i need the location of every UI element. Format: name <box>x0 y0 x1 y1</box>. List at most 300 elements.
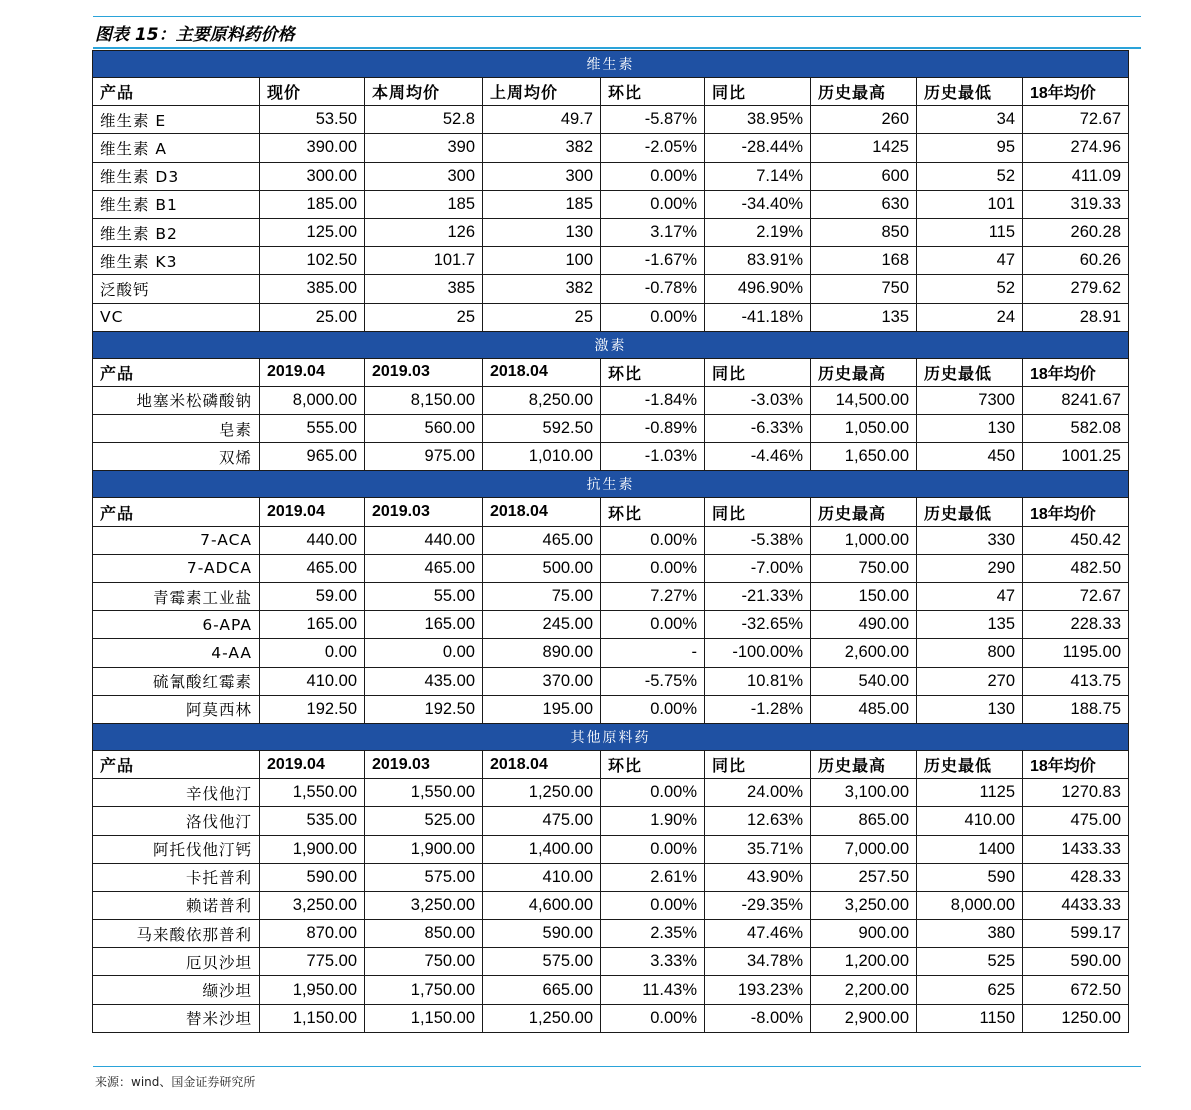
value-cell: 14,500.00 <box>811 386 917 414</box>
value-cell: 440.00 <box>365 526 483 554</box>
price-table <box>92 50 1129 1033</box>
section-header-row <box>93 471 1129 498</box>
value-cell: 625 <box>917 976 1023 1004</box>
value-cell: 775.00 <box>260 948 365 976</box>
column-header: 18年均价 <box>1023 358 1129 386</box>
value-cell: 440.00 <box>260 526 365 554</box>
column-header: 2019.04 <box>260 750 365 778</box>
value-cell: 465.00 <box>260 554 365 582</box>
table-row <box>93 779 1129 807</box>
product-name-cell: 马来酸依那普利 <box>93 920 260 948</box>
column-header: 历史最高 <box>811 358 917 386</box>
column-header: 2019.03 <box>365 358 483 386</box>
section-title: 其他原料药 <box>93 723 1129 750</box>
value-cell: 11.43% <box>601 976 705 1004</box>
column-header: 环比 <box>601 358 705 386</box>
value-cell: 260.28 <box>1023 218 1129 246</box>
table-row <box>93 1004 1129 1032</box>
value-cell: 8241.67 <box>1023 386 1129 414</box>
column-header: 18年均价 <box>1023 78 1129 106</box>
value-cell: 672.50 <box>1023 976 1129 1004</box>
product-name-cell: 厄贝沙坦 <box>93 948 260 976</box>
column-header: 历史最高 <box>811 750 917 778</box>
value-cell: 35.71% <box>705 835 811 863</box>
value-cell: 24 <box>917 303 1023 331</box>
value-cell: 165.00 <box>260 611 365 639</box>
value-cell: 185.00 <box>260 190 365 218</box>
table-row <box>93 415 1129 443</box>
value-cell: 8,000.00 <box>917 891 1023 919</box>
value-cell: 1125 <box>917 779 1023 807</box>
value-cell: -1.03% <box>601 443 705 471</box>
value-cell: 1,000.00 <box>811 526 917 554</box>
value-cell: 8,250.00 <box>483 386 601 414</box>
value-cell: -34.40% <box>705 190 811 218</box>
value-cell: 500.00 <box>483 554 601 582</box>
table-row <box>93 526 1129 554</box>
value-cell: -5.87% <box>601 106 705 134</box>
table-body <box>93 51 1129 1033</box>
value-cell: 1,900.00 <box>260 835 365 863</box>
value-cell: 72.67 <box>1023 106 1129 134</box>
column-header: 历史最低 <box>917 358 1023 386</box>
section-title: 激素 <box>93 331 1129 358</box>
value-cell: -1.84% <box>601 386 705 414</box>
value-cell: 192.50 <box>365 695 483 723</box>
value-cell: 3,250.00 <box>365 891 483 919</box>
table-row <box>93 920 1129 948</box>
value-cell: -6.33% <box>705 415 811 443</box>
column-header: 产品 <box>93 358 260 386</box>
value-cell: -5.38% <box>705 526 811 554</box>
value-cell: 850 <box>811 218 917 246</box>
value-cell: 34.78% <box>705 948 811 976</box>
column-header: 同比 <box>705 498 811 526</box>
value-cell: 38.95% <box>705 106 811 134</box>
column-header: 本周均价 <box>365 78 483 106</box>
value-cell: 3,250.00 <box>260 891 365 919</box>
column-header: 同比 <box>705 750 811 778</box>
table-row <box>93 303 1129 331</box>
value-cell: 34 <box>917 106 1023 134</box>
value-cell: 485.00 <box>811 695 917 723</box>
value-cell: 1001.25 <box>1023 443 1129 471</box>
table-row <box>93 554 1129 582</box>
value-cell: 2,900.00 <box>811 1004 917 1032</box>
value-cell: 7.14% <box>705 162 811 190</box>
product-name-cell: 4-AA <box>93 639 260 667</box>
value-cell: 750 <box>811 275 917 303</box>
value-cell: -2.05% <box>601 134 705 162</box>
value-cell: 560.00 <box>365 415 483 443</box>
value-cell: -41.18% <box>705 303 811 331</box>
value-cell: 1,150.00 <box>365 1004 483 1032</box>
value-cell: 28.91 <box>1023 303 1129 331</box>
value-cell: 8,150.00 <box>365 386 483 414</box>
value-cell: 60.26 <box>1023 247 1129 275</box>
value-cell: -32.65% <box>705 611 811 639</box>
value-cell: 7300 <box>917 386 1023 414</box>
value-cell: 55.00 <box>365 583 483 611</box>
column-header: 历史最低 <box>917 78 1023 106</box>
product-name-cell: 硫氰酸红霉素 <box>93 667 260 695</box>
value-cell: -1.67% <box>601 247 705 275</box>
table-row <box>93 247 1129 275</box>
column-header: 上周均价 <box>483 78 601 106</box>
value-cell: 101 <box>917 190 1023 218</box>
value-cell: 382 <box>483 275 601 303</box>
column-header: 2018.04 <box>483 358 601 386</box>
value-cell: 1,050.00 <box>811 415 917 443</box>
product-name-cell: VC <box>93 303 260 331</box>
product-name-cell: 7-ACA <box>93 526 260 554</box>
value-cell: 75.00 <box>483 583 601 611</box>
product-name-cell: 洛伐他汀 <box>93 807 260 835</box>
section-title: 抗生素 <box>93 471 1129 498</box>
value-cell: 274.96 <box>1023 134 1129 162</box>
figure-title: 图表 15：主要原料药价格 <box>95 25 295 45</box>
value-cell: 195.00 <box>483 695 601 723</box>
value-cell: -21.33% <box>705 583 811 611</box>
value-cell: 4433.33 <box>1023 891 1129 919</box>
value-cell: 300 <box>365 162 483 190</box>
value-cell: 410.00 <box>917 807 1023 835</box>
value-cell: 126 <box>365 218 483 246</box>
value-cell: 382 <box>483 134 601 162</box>
value-cell: 590.00 <box>260 863 365 891</box>
value-cell: -0.89% <box>601 415 705 443</box>
value-cell: 450 <box>917 443 1023 471</box>
value-cell: 540.00 <box>811 667 917 695</box>
value-cell: 3.33% <box>601 948 705 976</box>
column-header: 环比 <box>601 750 705 778</box>
value-cell: -3.03% <box>705 386 811 414</box>
value-cell: 83.91% <box>705 247 811 275</box>
value-cell: 47 <box>917 247 1023 275</box>
value-cell: 7,000.00 <box>811 835 917 863</box>
value-cell: 0.00% <box>601 554 705 582</box>
column-header: 2019.04 <box>260 498 365 526</box>
value-cell: 1433.33 <box>1023 835 1129 863</box>
value-cell: 1400 <box>917 835 1023 863</box>
value-cell: 475.00 <box>1023 807 1129 835</box>
value-cell: 465.00 <box>483 526 601 554</box>
product-name-cell: 阿莫西林 <box>93 695 260 723</box>
value-cell: 0.00% <box>601 303 705 331</box>
value-cell: 1270.83 <box>1023 779 1129 807</box>
value-cell: 0.00% <box>601 1004 705 1032</box>
value-cell: 465.00 <box>365 554 483 582</box>
value-cell: 575.00 <box>483 948 601 976</box>
value-cell: 52 <box>917 162 1023 190</box>
column-header: 18年均价 <box>1023 498 1129 526</box>
value-cell: 865.00 <box>811 807 917 835</box>
value-cell: 3,250.00 <box>811 891 917 919</box>
product-name-cell: 维生素 A <box>93 134 260 162</box>
value-cell: 1250.00 <box>1023 1004 1129 1032</box>
value-cell: 1,150.00 <box>260 1004 365 1032</box>
value-cell: 100 <box>483 247 601 275</box>
product-name-cell: 6-APA <box>93 611 260 639</box>
value-cell: 599.17 <box>1023 920 1129 948</box>
value-cell: 0.00% <box>601 162 705 190</box>
section-title: 维生素 <box>93 51 1129 78</box>
value-cell: 10.81% <box>705 667 811 695</box>
value-cell: 555.00 <box>260 415 365 443</box>
source-note: 来源：wind、国金证券研究所 <box>95 1075 256 1089</box>
value-cell: 665.00 <box>483 976 601 1004</box>
value-cell: 47 <box>917 583 1023 611</box>
value-cell: 1195.00 <box>1023 639 1129 667</box>
value-cell: 590 <box>917 863 1023 891</box>
value-cell: 228.33 <box>1023 611 1129 639</box>
column-header: 2018.04 <box>483 750 601 778</box>
value-cell: 1,650.00 <box>811 443 917 471</box>
value-cell: 890.00 <box>483 639 601 667</box>
value-cell: -1.28% <box>705 695 811 723</box>
value-cell: 1,550.00 <box>365 779 483 807</box>
table-row <box>93 611 1129 639</box>
section-header-row <box>93 723 1129 750</box>
product-name-cell: 阿托伐他汀钙 <box>93 835 260 863</box>
value-cell: 475.00 <box>483 807 601 835</box>
value-cell: 1,900.00 <box>365 835 483 863</box>
value-cell: 1,400.00 <box>483 835 601 863</box>
value-cell: - <box>601 639 705 667</box>
value-cell: 1,200.00 <box>811 948 917 976</box>
value-cell: 135 <box>811 303 917 331</box>
value-cell: 1,010.00 <box>483 443 601 471</box>
product-name-cell: 卡托普利 <box>93 863 260 891</box>
value-cell: 0.00% <box>601 779 705 807</box>
column-header: 现价 <box>260 78 365 106</box>
column-header: 历史最高 <box>811 78 917 106</box>
value-cell: 482.50 <box>1023 554 1129 582</box>
value-cell: 590.00 <box>483 920 601 948</box>
table-row <box>93 639 1129 667</box>
value-cell: 2.35% <box>601 920 705 948</box>
column-header: 产品 <box>93 750 260 778</box>
value-cell: 135 <box>917 611 1023 639</box>
product-name-cell: 青霉素工业盐 <box>93 583 260 611</box>
table-row <box>93 695 1129 723</box>
value-cell: 115 <box>917 218 1023 246</box>
table-row <box>93 106 1129 134</box>
value-cell: 410.00 <box>260 667 365 695</box>
table-row <box>93 275 1129 303</box>
value-cell: 496.90% <box>705 275 811 303</box>
value-cell: 260 <box>811 106 917 134</box>
table-row <box>93 863 1129 891</box>
value-cell: 24.00% <box>705 779 811 807</box>
product-name-cell: 替米沙坦 <box>93 1004 260 1032</box>
value-cell: 1425 <box>811 134 917 162</box>
value-cell: 800 <box>917 639 1023 667</box>
value-cell: 435.00 <box>365 667 483 695</box>
value-cell: 413.75 <box>1023 667 1129 695</box>
value-cell: 850.00 <box>365 920 483 948</box>
column-header: 环比 <box>601 78 705 106</box>
section-header-row <box>93 331 1129 358</box>
product-name-cell: 维生素 D3 <box>93 162 260 190</box>
table-row <box>93 891 1129 919</box>
column-header: 2019.03 <box>365 750 483 778</box>
product-name-cell: 泛酸钙 <box>93 275 260 303</box>
value-cell: 411.09 <box>1023 162 1129 190</box>
value-cell: 525.00 <box>365 807 483 835</box>
column-header-row <box>93 498 1129 526</box>
column-header-row <box>93 358 1129 386</box>
value-cell: 168 <box>811 247 917 275</box>
value-cell: 4,600.00 <box>483 891 601 919</box>
value-cell: 25 <box>365 303 483 331</box>
column-header: 产品 <box>93 78 260 106</box>
column-header: 同比 <box>705 78 811 106</box>
value-cell: 101.7 <box>365 247 483 275</box>
value-cell: 1,750.00 <box>365 976 483 1004</box>
value-cell: 535.00 <box>260 807 365 835</box>
value-cell: 125.00 <box>260 218 365 246</box>
value-cell: 270 <box>917 667 1023 695</box>
value-cell: 490.00 <box>811 611 917 639</box>
product-name-cell: 地塞米松磷酸钠 <box>93 386 260 414</box>
value-cell: -4.46% <box>705 443 811 471</box>
value-cell: 102.50 <box>260 247 365 275</box>
value-cell: 2.61% <box>601 863 705 891</box>
value-cell: 1,250.00 <box>483 1004 601 1032</box>
product-name-cell: 辛伐他汀 <box>93 779 260 807</box>
value-cell: 975.00 <box>365 443 483 471</box>
value-cell: 525 <box>917 948 1023 976</box>
value-cell: 8,000.00 <box>260 386 365 414</box>
value-cell: 380 <box>917 920 1023 948</box>
table-row <box>93 162 1129 190</box>
value-cell: 192.50 <box>260 695 365 723</box>
value-cell: 1,250.00 <box>483 779 601 807</box>
product-name-cell: 维生素 E <box>93 106 260 134</box>
value-cell: 59.00 <box>260 583 365 611</box>
value-cell: 600 <box>811 162 917 190</box>
value-cell: -7.00% <box>705 554 811 582</box>
product-name-cell: 维生素 K3 <box>93 247 260 275</box>
value-cell: 95 <box>917 134 1023 162</box>
value-cell: 245.00 <box>483 611 601 639</box>
value-cell: 12.63% <box>705 807 811 835</box>
value-cell: 0.00% <box>601 891 705 919</box>
value-cell: 0.00% <box>601 611 705 639</box>
table-row <box>93 976 1129 1004</box>
value-cell: 0.00% <box>601 835 705 863</box>
value-cell: 385 <box>365 275 483 303</box>
column-header: 2018.04 <box>483 498 601 526</box>
column-header: 历史最低 <box>917 498 1023 526</box>
column-header: 环比 <box>601 498 705 526</box>
value-cell: 49.7 <box>483 106 601 134</box>
product-name-cell: 缬沙坦 <box>93 976 260 1004</box>
product-name-cell: 双烯 <box>93 443 260 471</box>
value-cell: 150.00 <box>811 583 917 611</box>
column-header: 产品 <box>93 498 260 526</box>
value-cell: 319.33 <box>1023 190 1129 218</box>
value-cell: -28.44% <box>705 134 811 162</box>
table-row <box>93 948 1129 976</box>
table-row <box>93 835 1129 863</box>
table-row <box>93 583 1129 611</box>
value-cell: 582.08 <box>1023 415 1129 443</box>
value-cell: 385.00 <box>260 275 365 303</box>
column-header: 2019.04 <box>260 358 365 386</box>
value-cell: 279.62 <box>1023 275 1129 303</box>
value-cell: 193.23% <box>705 976 811 1004</box>
value-cell: 590.00 <box>1023 948 1129 976</box>
value-cell: 25.00 <box>260 303 365 331</box>
product-name-cell: 7-ADCA <box>93 554 260 582</box>
table-row <box>93 386 1129 414</box>
value-cell: 52 <box>917 275 1023 303</box>
value-cell: 450.42 <box>1023 526 1129 554</box>
column-header: 18年均价 <box>1023 750 1129 778</box>
value-cell: 575.00 <box>365 863 483 891</box>
column-header: 历史最低 <box>917 750 1023 778</box>
value-cell: 630 <box>811 190 917 218</box>
value-cell: -0.78% <box>601 275 705 303</box>
value-cell: 0.00% <box>601 526 705 554</box>
product-name-cell: 皂素 <box>93 415 260 443</box>
value-cell: 1.90% <box>601 807 705 835</box>
table-row <box>93 443 1129 471</box>
value-cell: 300 <box>483 162 601 190</box>
product-name-cell: 赖诺普利 <box>93 891 260 919</box>
table-row <box>93 667 1129 695</box>
value-cell: 185 <box>365 190 483 218</box>
value-cell: 52.8 <box>365 106 483 134</box>
value-cell: 3.17% <box>601 218 705 246</box>
value-cell: 130 <box>917 415 1023 443</box>
value-cell: -29.35% <box>705 891 811 919</box>
value-cell: 330 <box>917 526 1023 554</box>
table-row <box>93 134 1129 162</box>
value-cell: 165.00 <box>365 611 483 639</box>
value-cell: 900.00 <box>811 920 917 948</box>
value-cell: 257.50 <box>811 863 917 891</box>
value-cell: 0.00 <box>260 639 365 667</box>
header-rule <box>93 16 1141 17</box>
value-cell: 43.90% <box>705 863 811 891</box>
value-cell: 185 <box>483 190 601 218</box>
value-cell: 390.00 <box>260 134 365 162</box>
column-header-row <box>93 78 1129 106</box>
column-header: 同比 <box>705 358 811 386</box>
product-name-cell: 维生素 B2 <box>93 218 260 246</box>
value-cell: 0.00 <box>365 639 483 667</box>
value-cell: 130 <box>483 218 601 246</box>
value-cell: -5.75% <box>601 667 705 695</box>
value-cell: 53.50 <box>260 106 365 134</box>
value-cell: 390 <box>365 134 483 162</box>
value-cell: 0.00% <box>601 695 705 723</box>
value-cell: 870.00 <box>260 920 365 948</box>
value-cell: 750.00 <box>365 948 483 976</box>
value-cell: 592.50 <box>483 415 601 443</box>
value-cell: -8.00% <box>705 1004 811 1032</box>
value-cell: 290 <box>917 554 1023 582</box>
product-name-cell: 维生素 B1 <box>93 190 260 218</box>
value-cell: 370.00 <box>483 667 601 695</box>
table-row <box>93 218 1129 246</box>
value-cell: 2,600.00 <box>811 639 917 667</box>
value-cell: 965.00 <box>260 443 365 471</box>
table-row <box>93 190 1129 218</box>
